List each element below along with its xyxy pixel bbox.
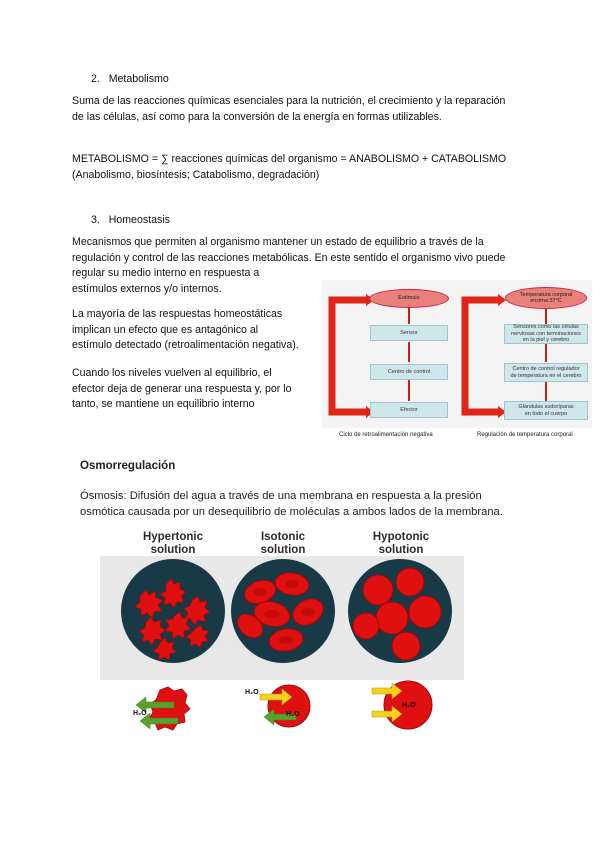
- text-line: Isotonic: [260, 531, 306, 543]
- h2o-label: H₂O: [245, 689, 259, 696]
- normal-single-cell: [268, 685, 310, 727]
- text-line: de las células, así como para la conversión de la energía en formas utilizables.: [72, 110, 442, 123]
- sensor-node: Sensor: [370, 325, 448, 341]
- text-line: La mayoría de las respuestas homeostáticas: [72, 308, 283, 320]
- text-line: estímulo detectado (retroalimentación negativa).: [72, 339, 299, 351]
- metabolism-formula: [72, 152, 542, 183]
- text-line: en todo el cuerpo: [524, 410, 568, 417]
- swollen-cell: [396, 568, 424, 596]
- text-line: Centro de control regulador: [512, 366, 580, 372]
- text-line: en la piel y cerebro: [522, 337, 570, 344]
- text-line: Hypotonic: [372, 531, 430, 543]
- swollen-cell: [363, 575, 393, 605]
- swollen-cell: [376, 602, 408, 634]
- text-line: de temperatura en el cerebro: [510, 372, 582, 379]
- control-center-node: Centro de control: [370, 364, 448, 380]
- section3-heading: [91, 214, 170, 226]
- cell-center: [285, 580, 299, 588]
- homeostasis-paragraph-2: [72, 307, 322, 354]
- text-line: tanto, se mantiene un equilibrio interno: [72, 398, 255, 410]
- swollen-cell: [353, 613, 379, 639]
- brain-control-node: [504, 363, 588, 382]
- cell-center: [253, 588, 267, 596]
- text-line: Glándulas sudoríparas: [518, 404, 574, 410]
- section2-number: 2.: [91, 73, 100, 85]
- feedback-diagram-panel: [322, 280, 592, 428]
- skin-sensor-node: [504, 324, 588, 344]
- text-line: efector deja de generar una respuesta y, por lo: [72, 382, 292, 395]
- effector-node: Efector: [370, 402, 448, 418]
- text-line: implican un efecto que es antagónico al: [72, 323, 259, 336]
- left-diagram-caption: Ciclo de retroalimentación negativa: [339, 432, 433, 438]
- text-line: Sensores como las células: [513, 324, 579, 331]
- hypertonic-circle: [121, 559, 225, 663]
- right-diagram-caption: Regulación de temperatura corporal: [477, 432, 573, 438]
- homeostasis-paragraph-3: [72, 366, 322, 413]
- text-line: encima 37°C: [530, 298, 562, 304]
- hypertonic-label: [118, 531, 228, 556]
- text-line: Suma de las reacciones químicas esenciales para la nutrición, el crecimiento y la reparación: [72, 95, 506, 107]
- text-line: osmótica causada por un desequilibrio de moléculas a ambos lados de la membrana.: [80, 505, 503, 518]
- text-line: solution: [260, 543, 306, 556]
- text-line: solution: [378, 543, 424, 556]
- stimulus-node: Estímulo: [369, 289, 449, 308]
- text-line: Mecanismos que permiten al organismo mantener un estado de equilibrio a través de la: [72, 236, 484, 248]
- text-line: Ósmosis: Difusión del agua a través de una membrana en respuesta a la presión: [80, 490, 482, 502]
- swollen-cell: [392, 632, 420, 660]
- text-line: METABOLISMO = ∑ reacciones químicas del organismo = ANABOLISMO + CATABOLISMO: [72, 153, 507, 165]
- sweat-glands-node: [504, 401, 588, 420]
- text-line: Hypertonic: [142, 531, 204, 543]
- osmosis-illustration: [100, 556, 464, 734]
- section2-title: Metabolismo: [108, 73, 169, 85]
- h2o-label: H₂O: [286, 711, 300, 718]
- text-line: estímulos externos y/o internos.: [72, 282, 222, 295]
- feedback-loop-left: [332, 300, 370, 412]
- section3-number: 3.: [91, 214, 100, 226]
- section3-title: Homeostasis: [108, 214, 170, 226]
- section2-heading: [91, 73, 169, 85]
- temperature-stimulus-node: [505, 287, 587, 309]
- cell-center: [301, 608, 315, 616]
- text-line: nerviosas con terminaciones: [511, 330, 581, 337]
- hypotonic-label: [346, 531, 456, 556]
- text-line: regulación y control de las reacciones metabólicas. En este sentido el organismo vivo puede: [72, 251, 506, 264]
- cell-center: [264, 610, 280, 618]
- text-line: (Anabolismo, biosíntesis; Catabolismo, degradación): [72, 168, 320, 181]
- text-line: regular su medio interno en respuesta a: [72, 267, 260, 279]
- swollen-cell: [409, 596, 441, 628]
- section2-definition: [72, 94, 542, 125]
- text-line: Temperatura corporal: [519, 291, 573, 298]
- osmoregulation-title: Osmorregulación: [80, 460, 176, 472]
- osmosis-definition: [80, 489, 540, 520]
- h2o-label: H₂O: [402, 702, 416, 709]
- feedback-loop-right: [465, 300, 500, 412]
- isotonic-label: [228, 531, 338, 556]
- text-line: Cuando los niveles vuelven al equilibrio, el: [72, 367, 272, 379]
- text-line: solution: [150, 543, 196, 556]
- cell-center: [279, 636, 293, 644]
- h2o-label: H₂O: [133, 710, 147, 717]
